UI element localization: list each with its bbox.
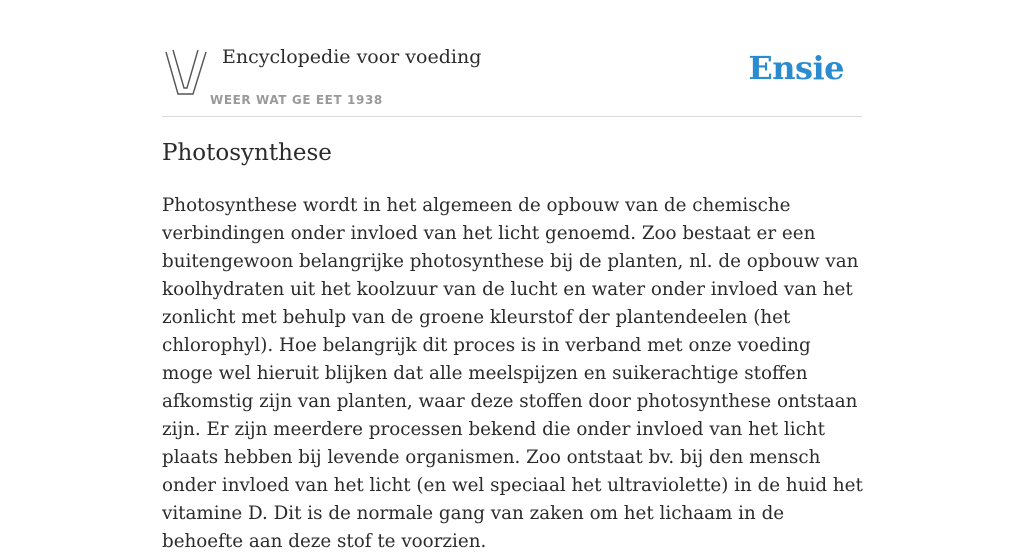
book-subtitle: WEER WAT GE EET 1938 (210, 93, 383, 107)
book-title[interactable]: Encyclopedie voor voeding (222, 46, 482, 68)
entry-title: Photosynthese (162, 140, 332, 166)
header (162, 36, 862, 117)
brand-logo[interactable]: Ensie (748, 49, 844, 87)
v-logo-icon[interactable] (164, 48, 208, 98)
entry-body: Photosynthese wordt in het algemeen de opbouw van de chemische verbindingen onder invloed van het licht genoemd. Zoo bestaat er een buitengewoon belangrijke photosynthese bij de planten, nl. de opbouw van koolhydraten uit het koolzuur van de lucht en water onder invloed van het zonlicht met behulp van de groene kleurstof der plantendeelen (het chlorophyl). Hoe belangrijk dit proces is in verband met onze voeding moge wel hieruit blijken dat alle meelspijzen en suikerachtige stoffen afkomstig zijn van planten, waar deze stoffen door photosynthese ontstaan zijn. Er zijn meerdere processen bekend die onder invloed van het licht plaats hebben bij levende organismen. Zoo ontstaat bv. bij den mensch onder invloed van het licht (en wel speciaal het ultraviolette) in de huid het vitamine D. Dit is de normale gang van zaken om het lichaam in de behoefte aan deze stof te voorzien. (162, 195, 863, 552)
